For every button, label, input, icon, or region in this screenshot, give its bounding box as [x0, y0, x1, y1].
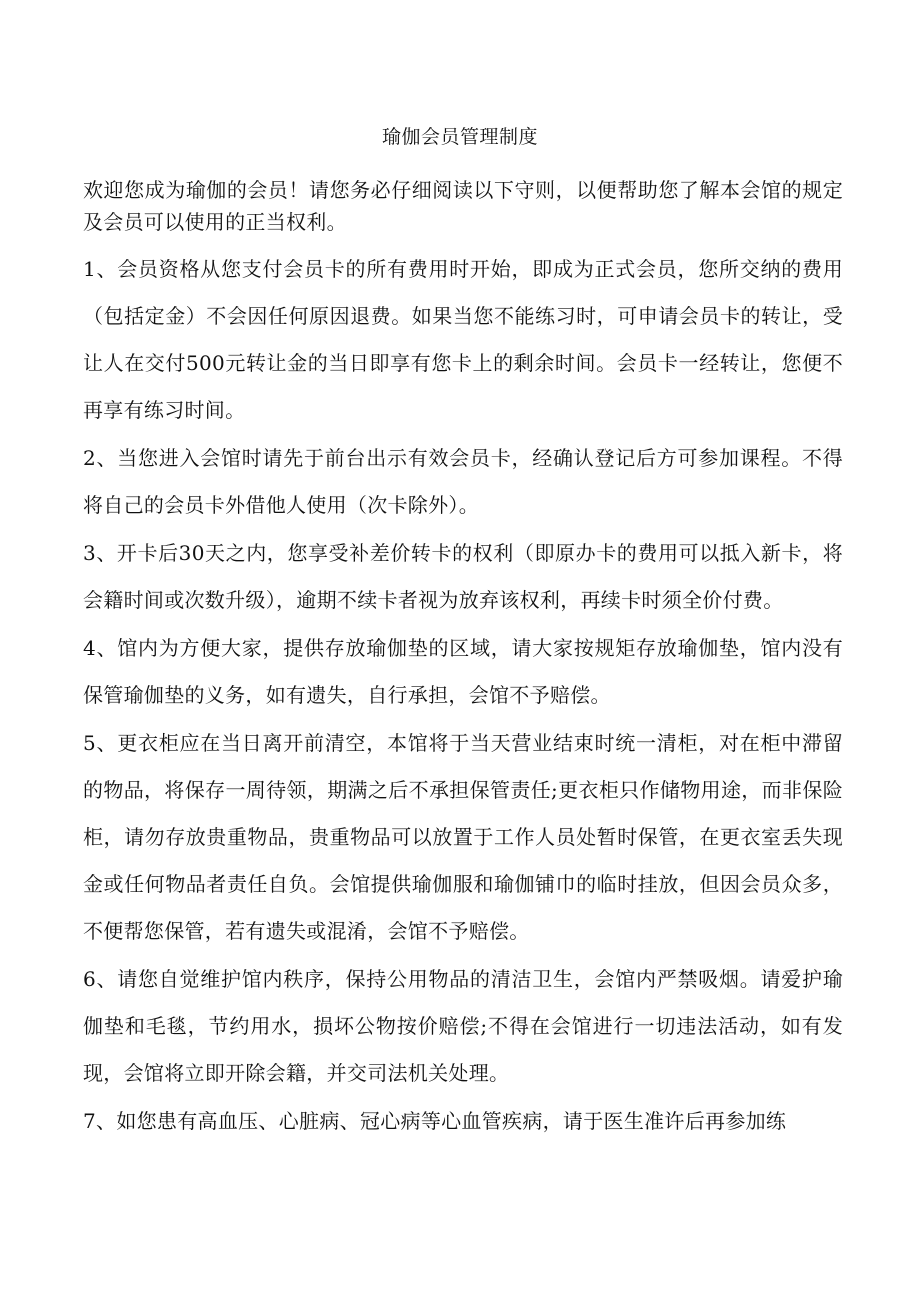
rule-paragraph-6: 6、请您自觉维护馆内秩序，保持公用物品的清洁卫生，会馆内严禁吸烟。请爱护瑜伽垫和毛毯，节约用水，损坏公物按价赔偿;不得在会馆进行一切违法活动，如有发现，会馆将立即开除会籍，并交司法机关处理。 [83, 967, 843, 1085]
rule-paragraph-4: 4、馆内为方便大家，提供存放瑜伽垫的区域，请大家按规矩存放瑜伽垫，馆内没有保管瑜伽垫的义务，如有遗失，自行承担，会馆不予赔偿。 [83, 636, 843, 707]
intro-paragraph: 欢迎您成为瑜伽的会员！请您务必仔细阅读以下守则，以便帮助您了解本会馆的规定及会员可以使用的正当权利。 [83, 178, 843, 234]
rule-paragraph-2: 2、当您进入会馆时请先于前台出示有效会员卡，经确认登记后方可参加课程。不得将自己的会员卡外借他人使用（次卡除外）。 [83, 446, 843, 517]
rule-paragraph-1: 1、会员资格从您支付会员卡的所有费用时开始，即成为正式会员，您所交纳的费用（包括定金）不会因任何原因退费。如果当您不能练习时，可申请会员卡的转让，受让人在交付500元转让金的当日即享有您卡上的剩余时间。会员卡一经转让，您便不再享有练习时间。 [83, 257, 843, 422]
rule-paragraph-3: 3、开卡后30天之内，您享受补差价转卡的权利（即原办卡的费用可以抵入新卡，将会籍时间或次数升级），逾期不续卡者视为放弃该权利，再续卡时须全价付费。 [83, 541, 843, 612]
document-title: 瑜伽会员管理制度 [381, 126, 538, 148]
rule-paragraph-5: 5、更衣柜应在当日离开前清空，本馆将于当天营业结束时统一清柜，对在柜中滞留的物品，将保存一周待领，期满之后不承担保管责任;更衣柜只作储物用途，而非保险柜，请勿存放贵重物品，贵重物品可以放置于工作人员处暂时保管，在更衣室丢失现金或任何物品者责任自负。会馆提供瑜伽服和瑜伽铺巾的临时挂放，但因会员众多，不便帮您保管，若有遗失或混淆，会馆不予赔偿。 [83, 731, 843, 943]
rule-paragraph-7: 7、如您患有高血压、心脏病、冠心病等心血管疾病，请于医生准许后再参加练 [83, 1109, 787, 1133]
